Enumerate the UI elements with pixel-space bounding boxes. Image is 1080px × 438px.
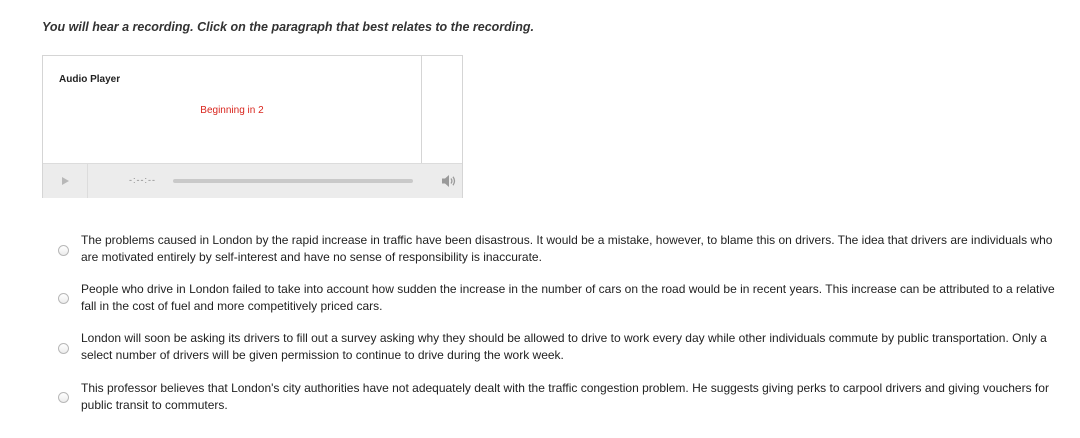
instruction-text: You will hear a recording. Click on the paragraph that best relates to the recording. <box>42 20 534 34</box>
answer-radio-4[interactable] <box>58 392 69 403</box>
answer-radio-2[interactable] <box>58 293 69 304</box>
answer-radio-1[interactable] <box>58 245 69 256</box>
answer-text-3[interactable]: London will soon be asking its drivers to fill out a survey asking why they should be allowed to drive to work every day while other individuals commute by public transportation. Only a select number of drivers will be given permission to continue to drive during the work week. <box>81 331 1047 362</box>
answer-text-1[interactable]: The problems caused in London by the rapid increase in traffic have been disastrous. It would be a mistake, however, to blame this on drivers. The idea that drivers are individuals who are motivated entirely by self-interest and have no sense of responsibility is inaccurate. <box>81 233 1053 264</box>
audio-progress-slider[interactable] <box>173 179 413 183</box>
volume-button[interactable] <box>440 172 458 190</box>
answer-text-4[interactable]: This professor believes that London's city authorities have not adequately dealt with the traffic congestion problem. He suggests giving perks to carpool drivers and giving vouchers for public transit to commuters. <box>81 381 1049 412</box>
answer-radio-3[interactable] <box>58 343 69 354</box>
audio-controls <box>43 163 462 198</box>
audio-player <box>42 55 463 198</box>
play-button[interactable] <box>43 164 88 198</box>
answer-text-2[interactable]: People who drive in London failed to take into account how sudden the increase in the number of cars on the road would be in recent years. This increase can be attributed to a relative fall in the cost of fuel and more competitively priced cars. <box>81 282 1055 313</box>
audio-player-title: Audio Player <box>59 74 121 85</box>
audio-time: -:--:-- <box>129 175 156 185</box>
audio-player-display <box>43 56 422 163</box>
audio-player-status: Beginning in 2 <box>200 105 264 116</box>
volume-icon <box>440 172 458 190</box>
play-icon <box>62 177 69 185</box>
